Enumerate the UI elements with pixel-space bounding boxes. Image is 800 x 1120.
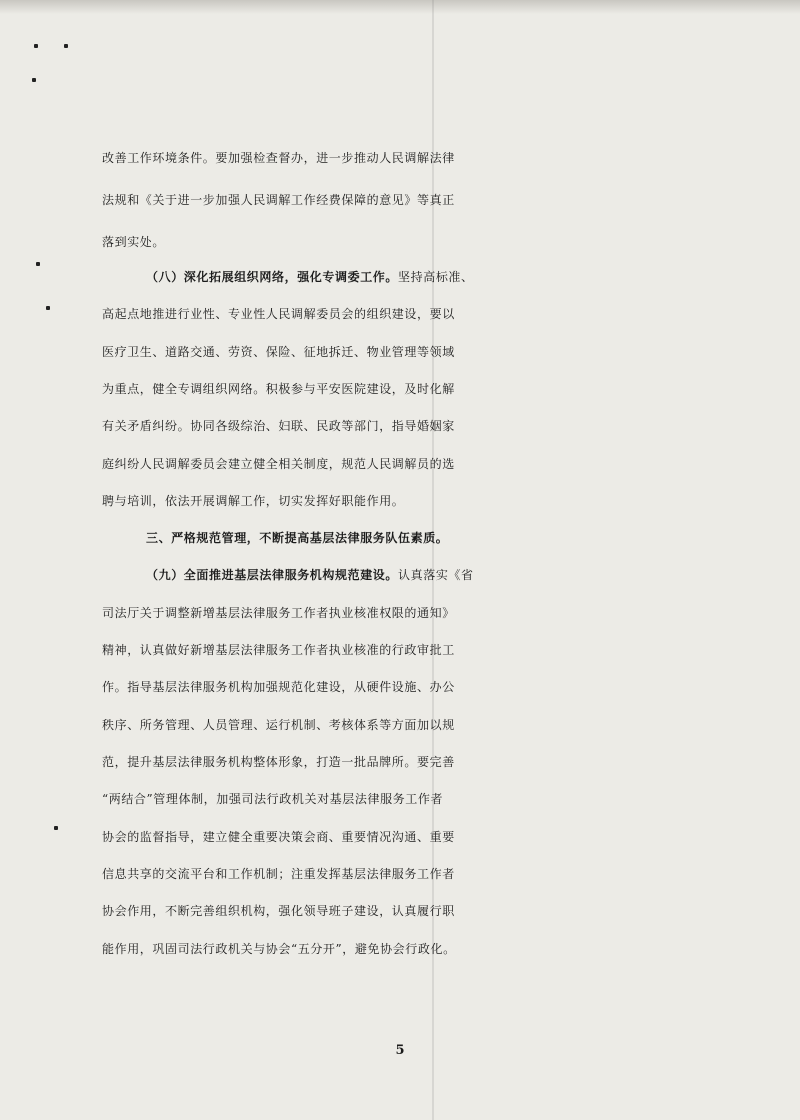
body-line: 改善工作环境条件。要加强检查督办，进一步推动人民调解法律 bbox=[102, 151, 455, 165]
body-line: 医疗卫生、道路交通、劳资、保险、征地拆迁、物业管理等领域 bbox=[102, 345, 455, 359]
section-heading: （八）深化拓展组织网络，强化专调委工作。 bbox=[146, 270, 399, 284]
body-line: 落到实处。 bbox=[102, 235, 166, 249]
section-heading: 三、严格规范管理，不断提高基层法律服务队伍素质。 bbox=[146, 531, 449, 545]
binding-hole-mark bbox=[64, 44, 68, 48]
binding-hole-mark bbox=[54, 826, 58, 830]
section-heading: （九）全面推进基层法律服务机构规范建设。 bbox=[146, 568, 399, 582]
body-line: 作。指导基层法律服务机构加强规范化建设，从硬件设施、办公 bbox=[102, 680, 455, 694]
body-line: 协会作用，不断完善组织机构，强化领导班子建设，认真履行职 bbox=[102, 904, 455, 918]
body-line: 能作用，巩固司法行政机关与协会“五分开”，避免协会行政化。 bbox=[102, 942, 456, 956]
body-line: 高起点地推进行业性、专业性人民调解委员会的组织建设，要以 bbox=[102, 307, 455, 321]
body-line: 范，提升基层法律服务机构整体形象，打造一批品牌所。要完善 bbox=[102, 755, 455, 769]
binding-hole-mark bbox=[32, 78, 36, 82]
body-line: 法规和《关于进一步加强人民调解工作经费保障的意见》等真正 bbox=[102, 193, 455, 207]
body-line: 秩序、所务管理、人员管理、运行机制、考核体系等方面加以规 bbox=[102, 718, 455, 732]
body-line: 有关矛盾纠纷。协同各级综治、妇联、民政等部门，指导婚姻家 bbox=[102, 419, 455, 433]
body-line: 司法厅关于调整新增基层法律服务工作者执业核准权限的通知》 bbox=[102, 606, 455, 620]
body-line: 庭纠纷人民调解委员会建立健全相关制度，规范人民调解员的选 bbox=[102, 457, 455, 471]
section-heading-line: （九）全面推进基层法律服务机构规范建设。认真落实《省 bbox=[146, 568, 474, 582]
section-heading-line bbox=[146, 523, 746, 553]
binding-hole-mark bbox=[34, 44, 38, 48]
body-line: 为重点，健全专调组织网络。积极参与平安医院建设，及时化解 bbox=[102, 382, 455, 396]
section-heading-line: （八）深化拓展组织网络，强化专调委工作。坚持高标准、 bbox=[146, 270, 474, 284]
body-line: 聘与培训，依法开展调解工作，切实发挥好职能作用。 bbox=[102, 494, 405, 508]
binding-hole-mark bbox=[36, 262, 40, 266]
body-line: 精神，认真做好新增基层法律服务工作者执业核准的行政审批工 bbox=[102, 643, 455, 657]
body-line: “两结合”管理体制，加强司法行政机关对基层法律服务工作者 bbox=[102, 792, 444, 806]
body-line: 协会的监督指导，建立健全重要决策会商、重要情况沟通、重要 bbox=[102, 830, 455, 844]
body-line: 信息共享的交流平台和工作机制；注重发挥基层法律服务工作者 bbox=[102, 867, 455, 881]
binding-hole-mark bbox=[46, 306, 50, 310]
scan-top-edge bbox=[0, 0, 800, 14]
page-number: 5 bbox=[395, 1043, 405, 1058]
